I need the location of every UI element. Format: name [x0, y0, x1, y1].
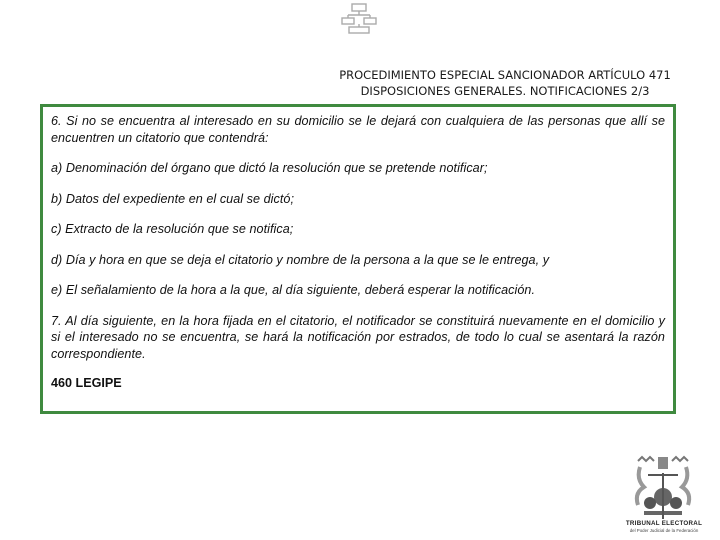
paragraph-7: 7. Al día siguiente, en la hora fijada en el citatorio, el notificador se constituirá nuevamente en el domicilio y si el interesado no se encuentra, se hará la notificación por estrados, de todo lo cual se asentará la razón correspondiente. — [51, 313, 665, 361]
item-a: a) Denominación del órgano que dictó la resolución que se pretende notificar; — [51, 161, 488, 175]
tribunal-subtitle: del Poder Judicial de la Federación — [629, 528, 699, 533]
header-title: PROCEDIMIENTO ESPECIAL SANCIONADOR ARTÍCULO 471 — [339, 68, 671, 82]
item-b: b) Datos del expediente en el cual se dictó; — [51, 191, 295, 206]
content-box — [40, 104, 676, 414]
item-d: d) Día y hora en que se deja el citatorio y nombre de la persona a la que se le entrega, y — [51, 252, 550, 267]
item-e: e) El señalamiento de la hora a la que, al día siguiente, deberá esperar la notificación. — [51, 283, 536, 297]
slide-header — [300, 67, 710, 99]
legal-reference: 460 LEGIPE — [51, 376, 122, 390]
header-subtitle: DISPOSICIONES GENERALES. NOTIFICACIONES 2/3 — [360, 84, 650, 98]
item-c: c) Extracto de la resolución que se notifica; — [51, 222, 294, 236]
tribunal-name: TRIBUNAL ELECTORAL — [625, 520, 703, 527]
org-chart-icon — [340, 3, 378, 35]
paragraph-6: 6. Si no se encuentra al interesado en su domicilio se le dejará con cualquiera de las personas que allí se encuentren un citatorio que contendrá: — [51, 114, 665, 145]
